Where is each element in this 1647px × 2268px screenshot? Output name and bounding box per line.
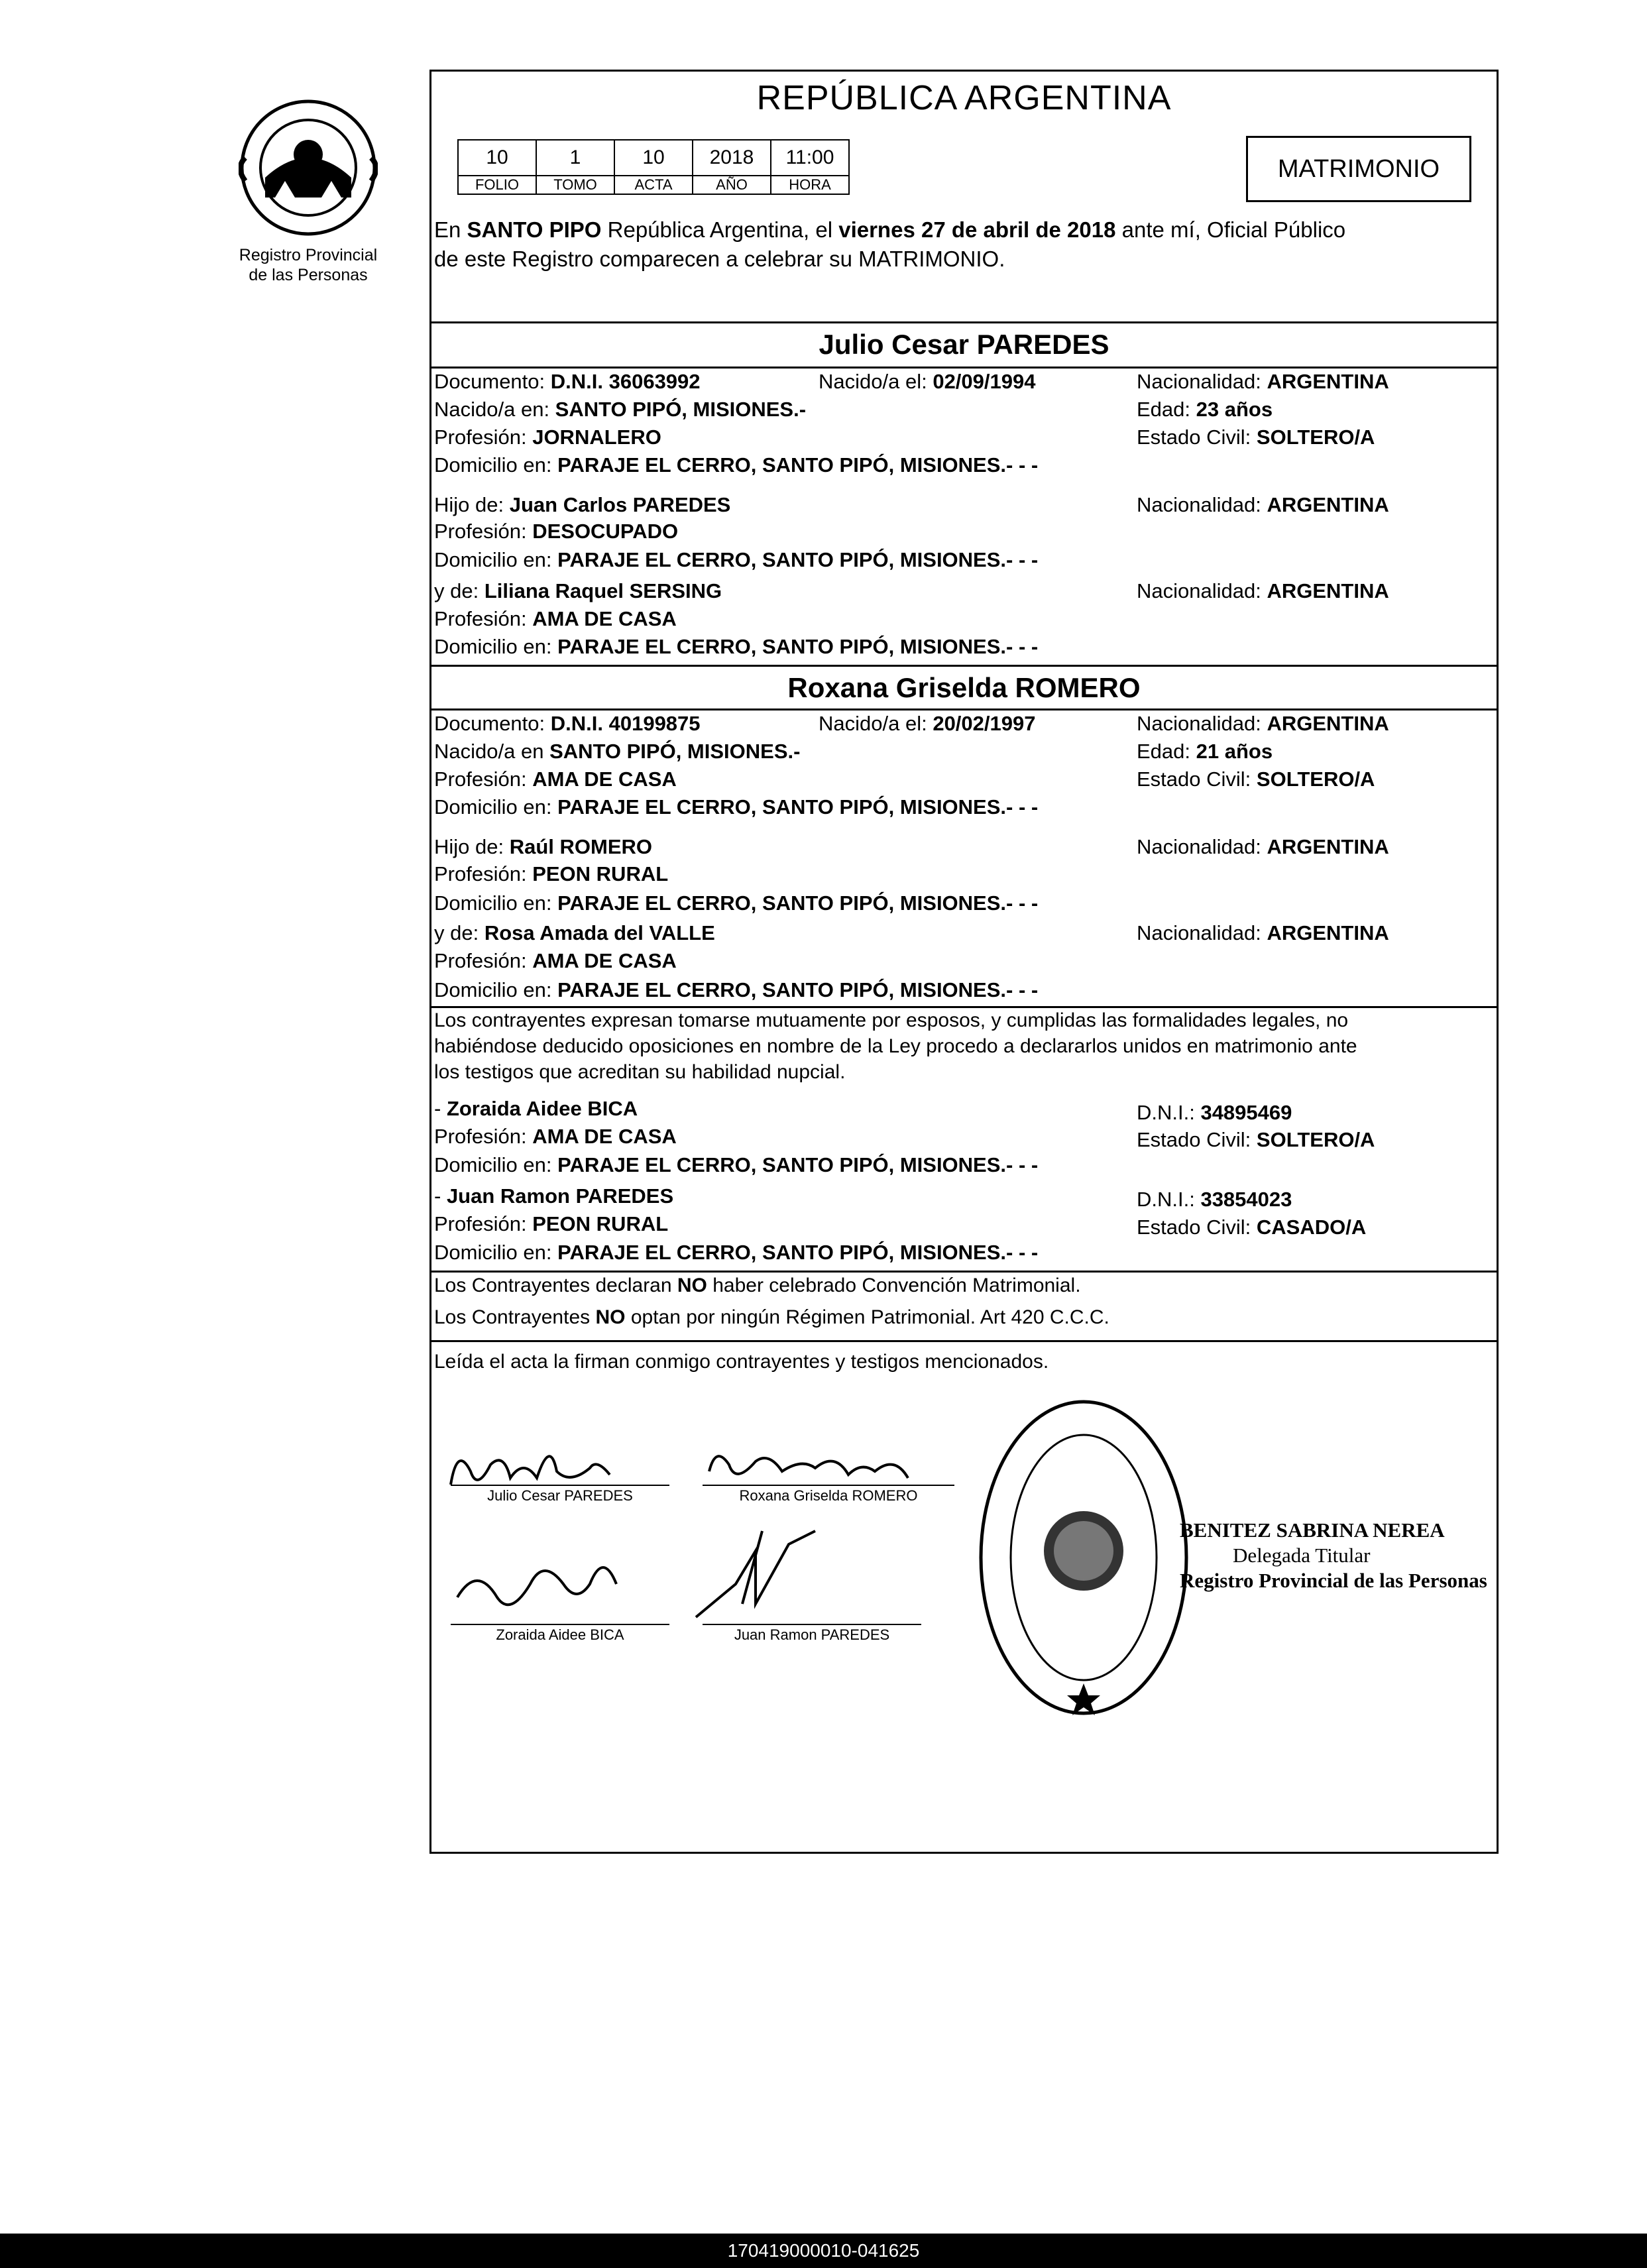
label: Domicilio en: [434,1241,558,1264]
year-value: 2018 [693,140,771,176]
bride-dom [434,794,1038,821]
value: ARGENTINA [1267,493,1389,516]
intro-line-2: de este Registro comparecen a celebrar su MATRIMONIO. [434,247,1005,271]
signature-line [451,1485,669,1486]
bride-nat [1137,710,1389,737]
agreement-line-1 [434,1273,1081,1299]
label: Profesión: [434,1212,533,1235]
groom-father-prof [434,518,678,545]
witness2-signature-caption: Juan Ramon PAREDES [734,1626,890,1643]
label: Nacionalidad: [1137,493,1267,516]
value: D.N.I. 36063992 [550,370,701,393]
label: Hijo de: [434,493,510,516]
text: optan por ningún Régimen Patrimonial. Art 420 C.C.C. [625,1306,1109,1328]
groom-father [434,492,730,518]
label: y de: [434,579,484,602]
value: DESOCUPADO [532,520,679,543]
groom-doc [434,369,701,395]
agreement-line-2 [434,1304,1109,1331]
value: PARAJE EL CERRO, SANTO PIPÓ, MISIONES.- - - [557,978,1039,1001]
value: AMA DE CASA [532,1125,677,1148]
label: D.N.I.: [1137,1101,1201,1124]
bride-doc [434,710,701,737]
year-label: AÑO [693,176,771,194]
folio-value: 10 [458,140,536,176]
value: AMA DE CASA [532,607,677,630]
text: Los Contrayentes [434,1306,596,1328]
groom-born [819,369,1035,395]
label: Nacionalidad: [1137,835,1267,858]
prefix: - [434,1184,447,1208]
label: Profesión: [434,520,533,543]
prefix: - [434,1097,447,1120]
value: ARGENTINA [1267,712,1389,735]
label: Nacido/a el: [819,712,933,735]
value: Rosa Amada del VALLE [484,921,715,944]
hour-label: HORA [771,176,849,194]
label: Domicilio en: [434,635,558,658]
value: ARGENTINA [1267,579,1389,602]
value: PEON RURAL [532,862,669,885]
signature-line [703,1624,921,1625]
witness-1-dom [434,1152,1038,1178]
handwritten-signatures [444,1432,961,1650]
intro-p3: ante mí, Oficial Público [1115,217,1346,242]
witness-1-dni [1137,1100,1292,1126]
value: AMA DE CASA [532,949,677,972]
text: Los Contrayentes declaran [434,1275,677,1296]
label: Estado Civil: [1137,1216,1257,1239]
label: Documento: [434,712,551,735]
value: ARGENTINA [1267,835,1389,858]
witness1-signature-caption: Zoraida Aidee BICA [496,1626,624,1643]
value: Zoraida Aidee BICA [446,1097,638,1120]
declaration-line-1: Los contrayentes expresan tomarse mutuamente por esposos, y cumplidas las formalidades legales, no [434,1009,1349,1031]
declaration-text [434,1007,1357,1085]
value: Liliana Raquel SERSING [484,579,722,602]
label: Profesión: [434,607,533,630]
document-footer-code: 170419000010-041625 [0,2234,1647,2268]
bride-name-title: Roxana Griselda ROMERO [787,672,1141,703]
label: Nacionalidad: [1137,921,1267,944]
official-title: Delegada Titular [1233,1544,1371,1567]
bride-civil [1137,766,1375,793]
groom-mother-dom [434,634,1038,660]
value: D.N.I. 40199875 [550,712,701,735]
value: CASADO/A [1256,1216,1367,1239]
groom-mother [434,578,722,604]
label: Domicilio en: [434,795,558,819]
label: Hijo de: [434,835,510,858]
value: PARAJE EL CERRO, SANTO PIPÓ, MISIONES.- - - [557,453,1039,477]
witness-1-name [434,1096,638,1122]
acta-value: 10 [614,140,693,176]
value: Juan Ramon PAREDES [446,1184,674,1208]
value: Juan Carlos PAREDES [509,493,731,516]
witness-2-civil [1137,1214,1366,1241]
country-title: REPÚBLICA ARGENTINA [756,79,1172,117]
label: Documento: [434,370,551,393]
registry-logo [239,98,378,237]
value: ARGENTINA [1267,921,1389,944]
value: PARAJE EL CERRO, SANTO PIPÓ, MISIONES.- - - [557,1153,1039,1176]
hour-value: 11:00 [771,140,849,176]
tomo-value: 1 [536,140,614,176]
intro-p2: República Argentina, el [601,217,839,242]
bride-mother-dom [434,977,1038,1003]
bride-born [819,710,1035,737]
bride-mother [434,920,715,946]
label: Nacido/a en: [434,398,555,421]
value: 23 años [1196,398,1273,421]
label: Profesión: [434,767,533,791]
text: haber celebrado Convención Matrimonial. [707,1275,1081,1296]
label: Domicilio en: [434,548,558,571]
bride-father-prof [434,861,668,887]
declaration-line-2: habiéndose deducido oposiciones en nombre de la Ley procedo a declararlos unidos en matrimonio ante [434,1035,1357,1057]
official-office: Registro Provincial de las Personas [1180,1569,1487,1592]
label: Domicilio en: [434,1153,558,1176]
value: SOLTERO/A [1256,767,1375,791]
bride-signature-caption: Roxana Griselda ROMERO [739,1487,918,1504]
label: Nacionalidad: [1137,370,1267,393]
value: ARGENTINA [1267,370,1389,393]
intro-place: SANTO PIPO [467,217,602,242]
groom-prof [434,424,661,451]
bride-birthplace [434,738,800,765]
official-name: BENITEZ SABRINA NEREA [1180,1518,1445,1542]
signature-line [451,1624,669,1625]
label: Edad: [1137,398,1196,421]
label: Estado Civil: [1137,1128,1257,1151]
closing-text: Leída el acta la firman conmigo contrayentes y testigos mencionados. [434,1351,1049,1373]
groom-signature-caption: Julio Cesar PAREDES [487,1487,633,1504]
label: Profesión: [434,862,533,885]
declaration-line-3: los testigos que acreditan su habilidad nupcial. [434,1061,846,1083]
intro-p1: En [434,217,467,242]
value: 20/02/1997 [933,712,1036,735]
value: AMA DE CASA [532,767,677,791]
value: SOLTERO/A [1256,1128,1375,1151]
bride-age [1137,738,1273,765]
caption-line-2: de las Personas [249,266,368,284]
value: PARAJE EL CERRO, SANTO PIPÓ, MISIONES.- - - [557,635,1039,658]
groom-civil [1137,424,1375,451]
bride-mother-prof [434,948,677,974]
official-stamp [974,1392,1193,1723]
text: NO [677,1275,707,1296]
official-signature-block [1180,1518,1487,1593]
registry-caption [199,245,418,285]
groom-name-title: Julio Cesar PAREDES [819,329,1109,360]
witness-1-civil [1137,1127,1375,1153]
folio-label: FOLIO [458,176,536,194]
groom-mother-prof [434,606,677,632]
tomo-label: TOMO [536,176,614,194]
value: PARAJE EL CERRO, SANTO PIPÓ, MISIONES.- - - [557,548,1039,571]
value: PARAJE EL CERRO, SANTO PIPÓ, MISIONES.- - - [557,891,1039,915]
witness-2-dni [1137,1186,1292,1213]
signature-line [703,1485,954,1486]
label: Domicilio en: [434,453,558,477]
groom-mother-nat [1137,578,1389,604]
value: SOLTERO/A [1256,425,1375,449]
act-type-box: MATRIMONIO [1246,136,1471,202]
groom-nat [1137,369,1389,395]
intro-line-1 [434,215,1495,245]
value: SANTO PIPÓ, MISIONES.- [555,398,807,421]
folio-table [457,139,850,195]
label: Profesión: [434,949,533,972]
value: 21 años [1196,740,1273,763]
label: Estado Civil: [1137,425,1257,449]
label: Edad: [1137,740,1196,763]
label: Nacido/a en [434,740,550,763]
groom-father-nat [1137,492,1389,518]
label: Profesión: [434,1125,533,1148]
value: PEON RURAL [532,1212,669,1235]
bride-prof [434,766,677,793]
witness-2-name [434,1183,673,1210]
value: PARAJE EL CERRO, SANTO PIPÓ, MISIONES.- - - [557,1241,1039,1264]
label: Nacionalidad: [1137,712,1267,735]
witness-2-dom [434,1239,1038,1266]
value: SANTO PIPÓ, MISIONES.- [549,740,801,763]
bride-father-nat [1137,834,1389,860]
witness-1-prof [434,1123,677,1150]
value: 33854023 [1200,1188,1292,1211]
label: Profesión: [434,425,533,449]
label: Estado Civil: [1137,767,1257,791]
value: 02/09/1994 [933,370,1036,393]
text: NO [595,1306,626,1328]
bride-mother-nat [1137,920,1389,946]
intro-date: viernes 27 de abril de 2018 [838,217,1116,242]
groom-birthplace [434,396,806,423]
intro-text [434,215,1495,274]
divider [429,1340,1499,1342]
caption-line-1: Registro Provincial [239,246,378,264]
value: PARAJE EL CERRO, SANTO PIPÓ, MISIONES.- - - [557,795,1039,819]
bride-father-dom [434,890,1038,917]
label: y de: [434,921,484,944]
label: D.N.I.: [1137,1188,1201,1211]
value: Raúl ROMERO [509,835,653,858]
groom-father-dom [434,547,1038,573]
label: Domicilio en: [434,978,558,1001]
label: Nacionalidad: [1137,579,1267,602]
groom-dom [434,452,1038,479]
value: JORNALERO [532,425,661,449]
acta-label: ACTA [614,176,693,194]
label: Domicilio en: [434,891,558,915]
groom-age [1137,396,1273,423]
value: 34895469 [1200,1101,1292,1124]
bride-father [434,834,652,860]
label: Nacido/a el: [819,370,933,393]
witness-2-prof [434,1211,668,1237]
